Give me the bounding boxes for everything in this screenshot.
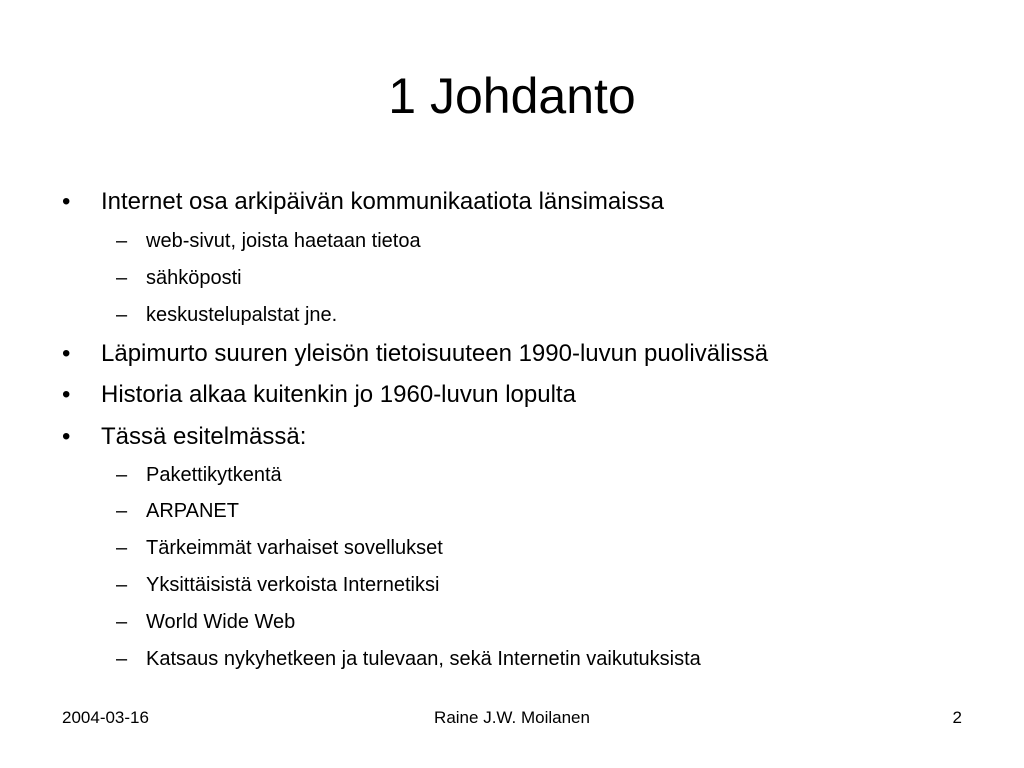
bullet-marker: • — [62, 423, 71, 450]
sub-bullet-marker: – — [116, 574, 128, 596]
sub-bullet-text: Yksittäisistä verkoista Internetiksi — [146, 574, 440, 596]
sub-bullet-marker: – — [116, 230, 128, 252]
sub-bullet-text: World Wide Web — [146, 611, 296, 633]
bullet-marker: • — [62, 381, 71, 408]
sub-bullet-text: Katsaus nykyhetkeen ja tulevaan, sekä Internetin vaikutuksista — [146, 648, 701, 670]
bullet-text: Internet osa arkipäivän kommunikaatiota länsimaissa — [101, 188, 664, 215]
bullet-text: Tässä esitelmässä: — [101, 423, 307, 450]
sub-bullet-text: ARPANET — [146, 500, 239, 522]
sub-bullet-text: keskustelupalstat jne. — [146, 304, 338, 326]
slide-title: 1 Johdanto — [388, 68, 636, 124]
sub-bullet-marker: – — [116, 267, 128, 289]
sub-bullet-text: Pakettikytkentä — [146, 464, 282, 486]
bullet-text: Historia alkaa kuitenkin jo 1960-luvun lopulta — [101, 381, 576, 408]
footer-date: 2004-03-16 — [62, 708, 149, 727]
sub-bullet-marker: – — [116, 537, 128, 559]
bullet-marker: • — [62, 188, 71, 215]
sub-bullet-marker: – — [116, 500, 128, 522]
sub-bullet-marker: – — [116, 304, 128, 326]
footer-page-number: 2 — [952, 708, 962, 727]
sub-bullet-text: sähköposti — [146, 267, 242, 289]
sub-bullet-marker: – — [116, 464, 128, 486]
bullet-text: Läpimurto suuren yleisön tietoisuuteen 1990-luvun puolivälissä — [101, 340, 769, 367]
bullet-marker: • — [62, 340, 71, 367]
sub-bullet-marker: – — [116, 611, 128, 633]
sub-bullet-text: web-sivut, joista haetaan tietoa — [146, 230, 421, 252]
sub-bullet-marker: – — [116, 648, 128, 670]
sub-bullet-text: Tärkeimmät varhaiset sovellukset — [146, 537, 443, 559]
footer-author: Raine J.W. Moilanen — [434, 708, 590, 727]
